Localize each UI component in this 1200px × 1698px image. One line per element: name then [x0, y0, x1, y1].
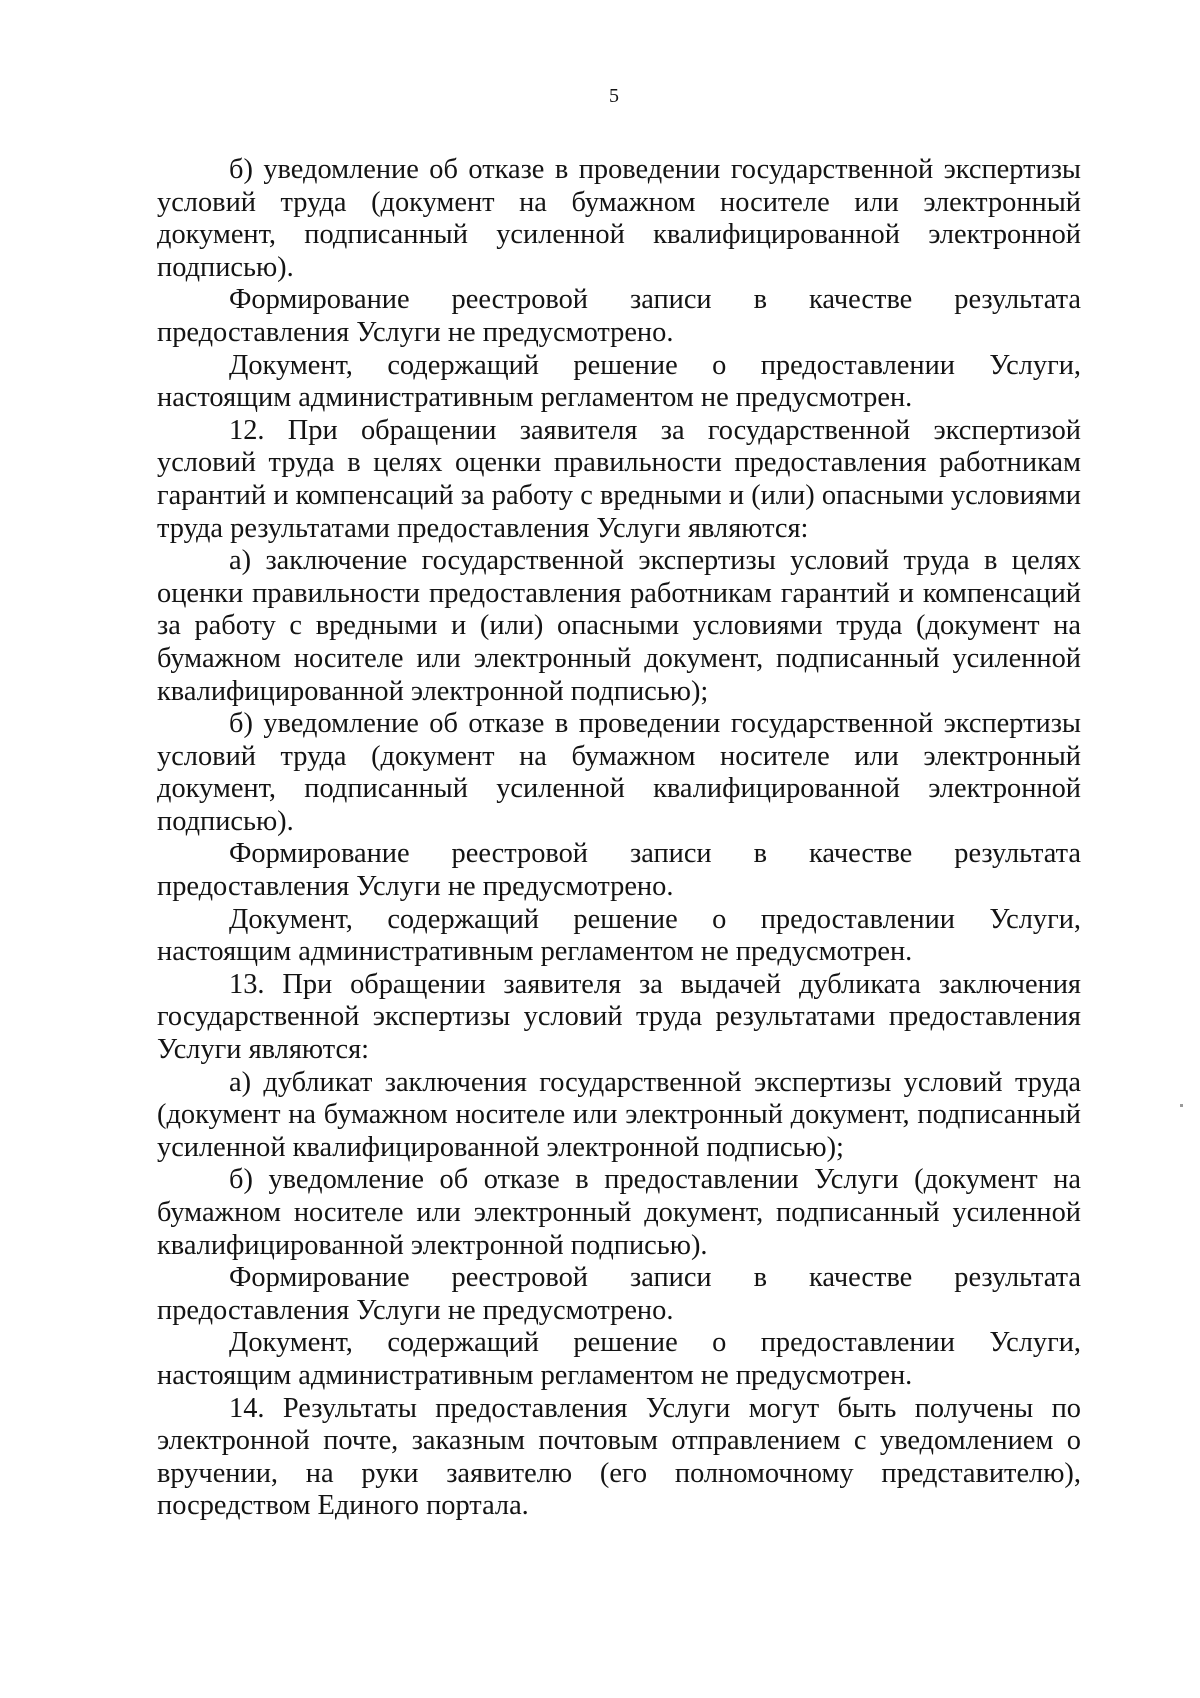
paragraph-decision-document: Документ, содержащий решение о предоставлении Услуги, настоящим административным регламентом не предусмотрен.	[157, 1327, 1081, 1391]
paragraph-item-12-a: а) заключение государственной экспертизы условий труда в целях оценки правильности предоставления работникам гарантий и компенсаций за работу с вредными и (или) опасными условиями труда (документ на бумажном носителе или электронный документ, подписанный усиленной квалифицированной электронной подписью);	[157, 545, 1081, 707]
paragraph-registry-record: Формирование реестровой записи в качестве результата предоставления Услуги не предусмотрено.	[157, 1262, 1081, 1326]
paragraph-item-12: 12. При обращении заявителя за государственной экспертизой условий труда в целях оценки правильности предоставления работникам гарантий и компенсаций за работу с вредными и (или) опасными условиями труда результатами предоставления Услуги являются:	[157, 414, 1081, 544]
paragraph-item-13: 13. При обращении заявителя за выдачей дубликата заключения государственной экспертизы условий труда результатами предоставления Услуги являются:	[157, 968, 1081, 1066]
paragraph-item-14: 14. Результаты предоставления Услуги могут быть получены по электронной почте, заказным почтовым отправлением с уведомлением о вручении, на руки заявителю (его полномочному представителю), посредством Единого портала.	[157, 1392, 1081, 1522]
paragraph-registry-record: Формирование реестровой записи в качестве результата предоставления Услуги не предусмотрено.	[157, 284, 1081, 348]
paragraph-decision-document: Документ, содержащий решение о предоставлении Услуги, настоящим административным регламентом не предусмотрен.	[157, 903, 1081, 968]
scan-speck	[1180, 1104, 1183, 1107]
body-text	[157, 154, 1081, 1523]
paragraph-item-13-b: б) уведомление об отказе в предоставлении Услуги (документ на бумажном носителе или электронный документ, подписанный усиленной квалифицированной электронной подписью).	[157, 1164, 1081, 1261]
paragraph-registry-record: Формирование реестровой записи в качестве результата предоставления Услуги не предусмотрено.	[157, 838, 1081, 903]
paragraph-result-b-refusal-notice: б) уведомление об отказе в проведении государственной экспертизы условий труда (документ на бумажном носителе или электронный документ, подписанный усиленной квалифицированной электронной подписью).	[157, 154, 1081, 283]
paragraph-item-13-a: а) дубликат заключения государственной экспертизы условий труда (документ на бумажном носителе или электронный документ, подписанный усиленной квалифицированной электронной подписью);	[157, 1066, 1081, 1163]
page-number: 5	[609, 85, 619, 107]
paragraph-decision-document: Документ, содержащий решение о предоставлении Услуги, настоящим административным регламентом не предусмотрен.	[157, 349, 1081, 414]
paragraph-item-12-b: б) уведомление об отказе в проведении государственной экспертизы условий труда (документ на бумажном носителе или электронный документ, подписанный усиленной квалифицированной электронной подписью).	[157, 708, 1081, 837]
